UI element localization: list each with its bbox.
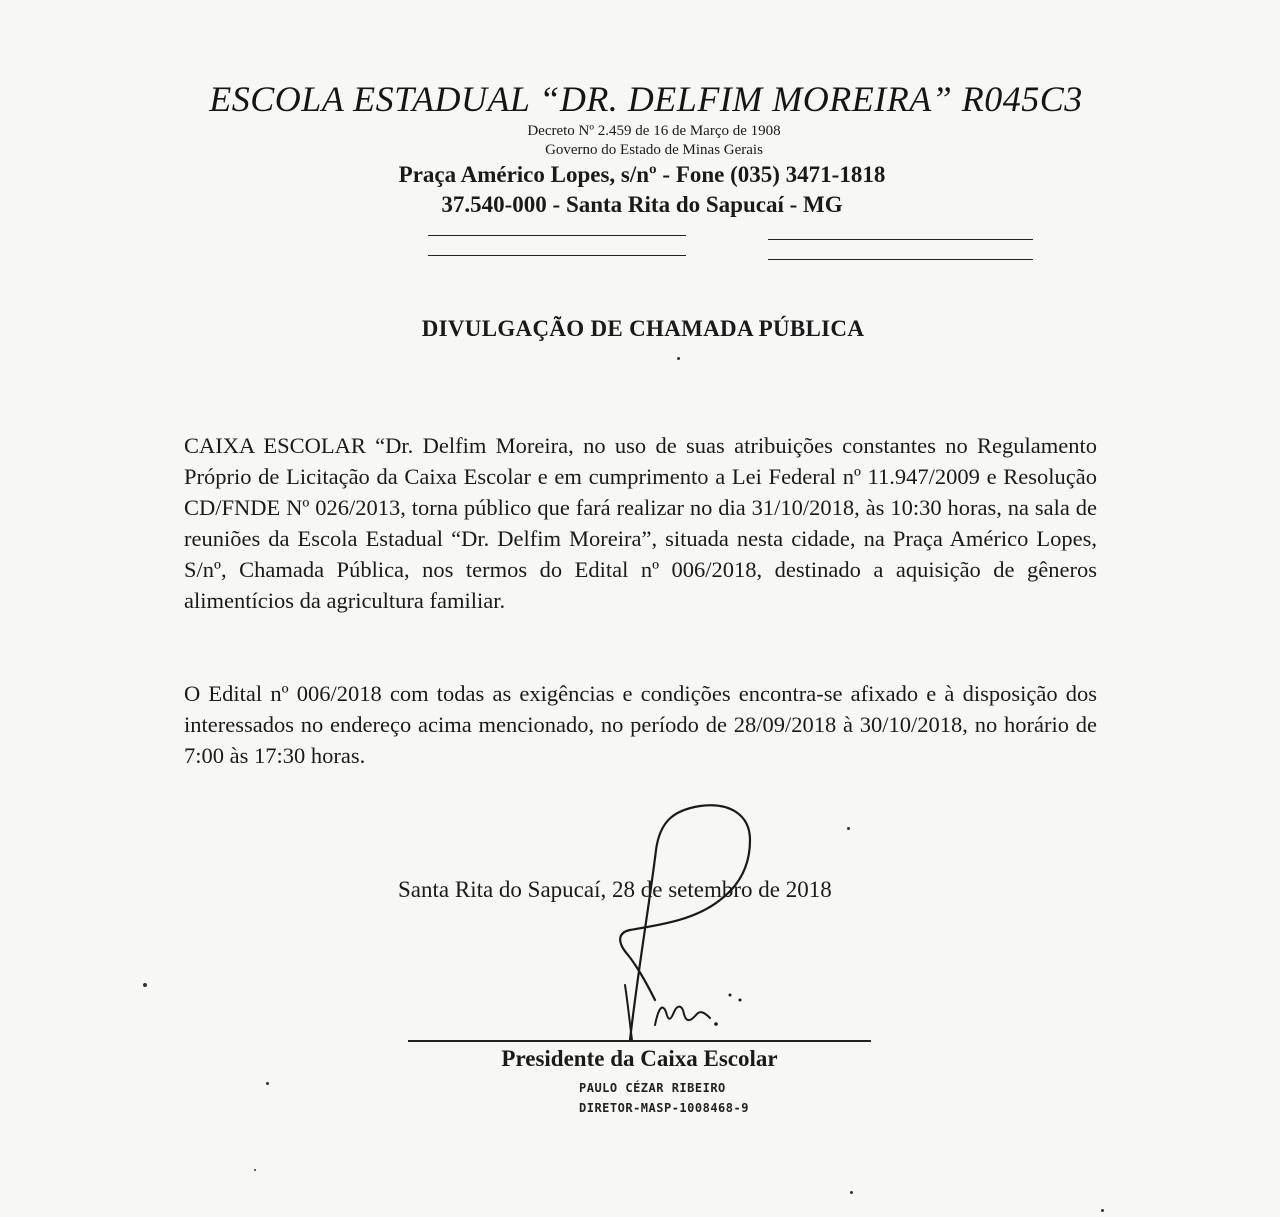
- place-and-date: Santa Rita do Sapucaí, 28 de setembro de 2018: [398, 877, 832, 902]
- paper-speck: [254, 1169, 256, 1171]
- decree-line: Decreto Nº 2.459 de 16 de Março de 1908: [527, 123, 781, 139]
- address-line-2: 37.540-000 - Santa Rita do Sapucaí - MG: [441, 192, 843, 217]
- body-paragraph-1: CAIXA ESCOLAR “Dr. Delfim Moreira, no uso de suas atribuições constantes no Regulamento Próprio de Licitação da Caixa Escolar e em cumprimento a Lei Federal nº 11.947/2009 e Resolução CD/FNDE Nº 026/2013, torna público que fará realizar no dia 31/10/2018, às 10:30 horas, na sala de reuniões da Escola Estadual “Dr. Delfim Moreira”, situada nesta cidade, na Praça Américo Lopes, S/nº, Chamada Pública, nos termos do Edital nº 006/2018, destinado a aquisição de gêneros alimentícios da agricultura familiar.: [184, 433, 1097, 613]
- header-rule: [428, 255, 686, 256]
- decree-block: [0, 122, 1280, 160]
- school-name: ESCOLA ESTADUAL “DR. DELFIM MOREIRA” R045C3: [209, 79, 1083, 119]
- handwritten-signature: [600, 790, 780, 1050]
- paper-speck: [266, 1082, 269, 1085]
- paper-speck: [1101, 1209, 1104, 1212]
- address-line-1: Praça Américo Lopes, s/nº - Fone (035) 3471-1818: [398, 162, 886, 187]
- body-paragraph-2: O Edital nº 006/2018 com todas as exigências e condições encontra-se afixado e à disposição dos interessados no endereço acima mencionado, no período de 28/09/2018 à 30/10/2018, no horário de 7:00 às 17:30 horas.: [184, 681, 1097, 768]
- header-rule: [428, 235, 686, 236]
- stamp-name: PAULO CÉZAR RIBEIRO: [579, 1081, 726, 1095]
- stamp-role: DIRETOR-MASP-1008468-9: [579, 1101, 749, 1115]
- document-title: DIVULGAÇÃO DE CHAMADA PÚBLICA: [421, 316, 865, 341]
- paper-speck: [847, 827, 850, 830]
- paper-speck: [850, 1191, 853, 1194]
- address-block: [0, 160, 1280, 220]
- header-rule: [768, 259, 1033, 260]
- paper-speck: [143, 983, 147, 987]
- paper-speck: [677, 357, 680, 360]
- signature-line: [408, 1040, 871, 1042]
- header-rule: [768, 239, 1033, 240]
- president-title: Presidente da Caixa Escolar: [501, 1046, 778, 1071]
- government-line: Governo do Estado de Minas Gerais: [545, 142, 763, 158]
